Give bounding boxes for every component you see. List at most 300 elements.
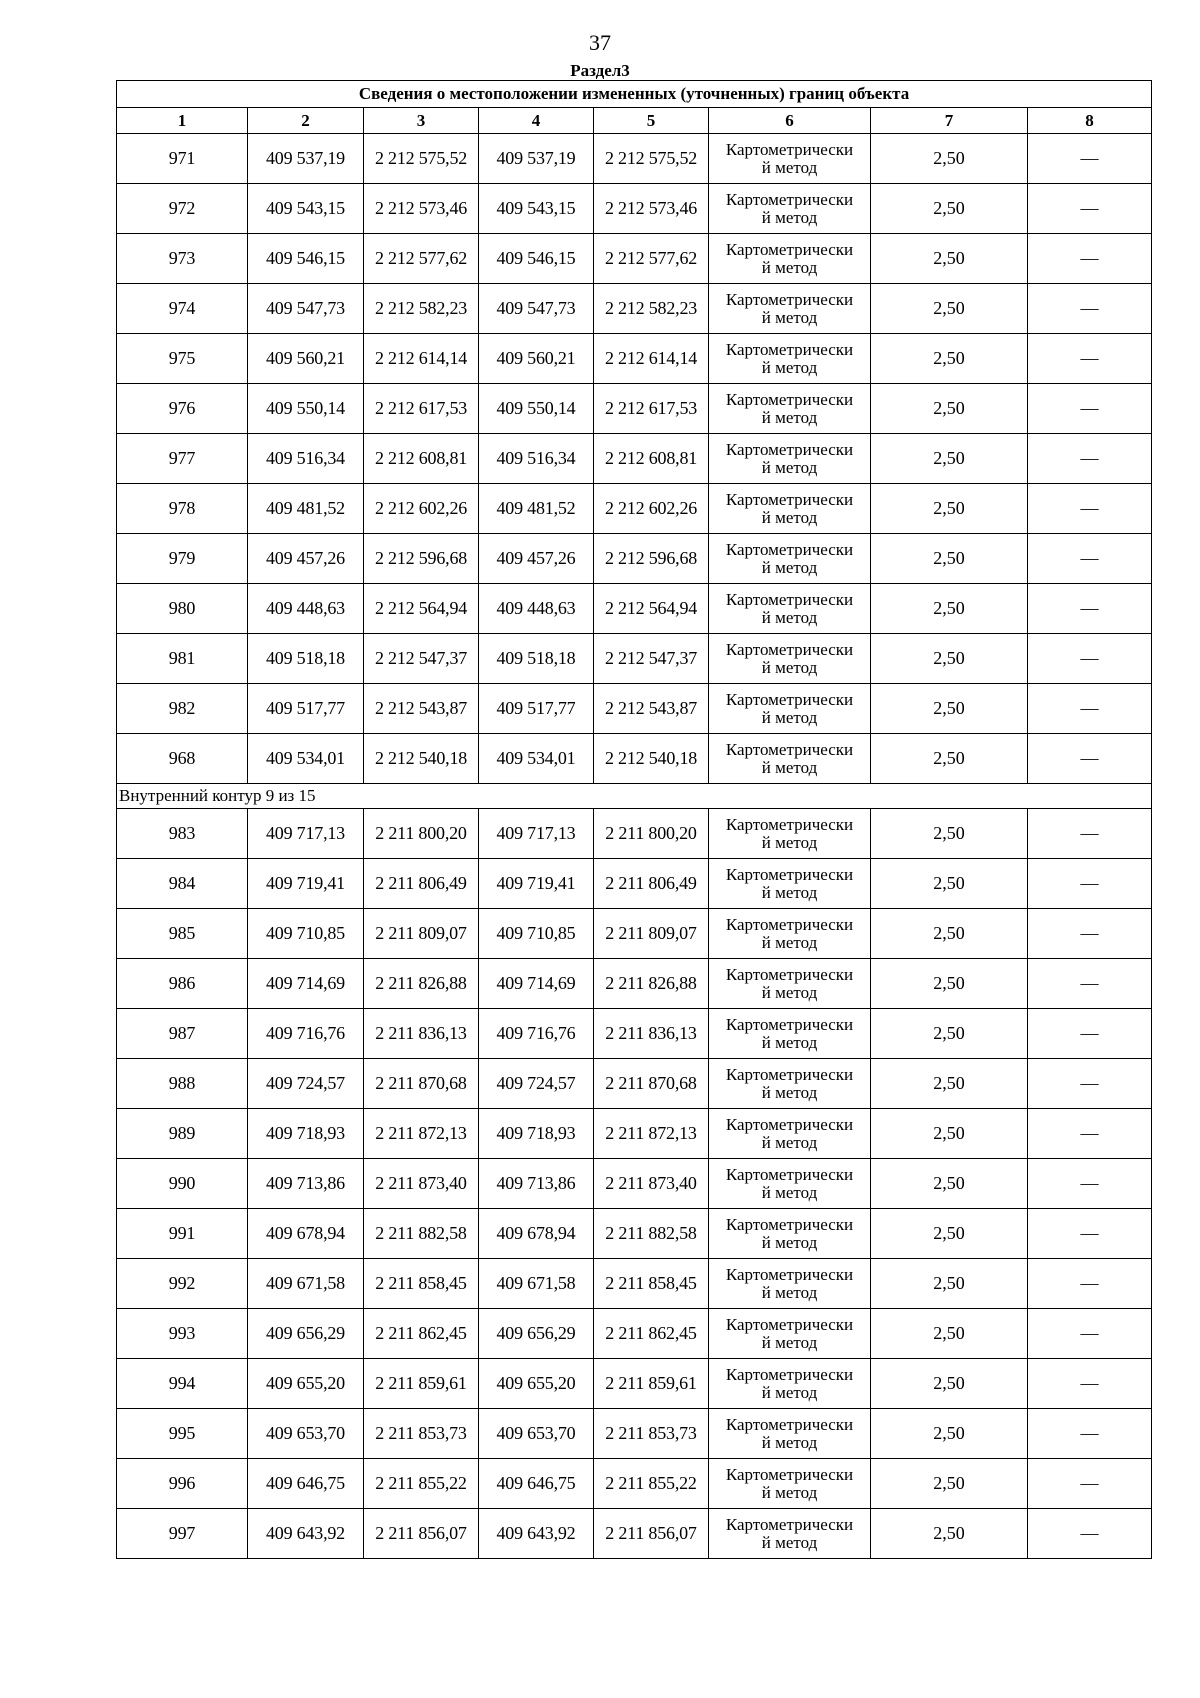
y-coordinate-cell: 2 212 602,26 [364,484,479,534]
y-coordinate-cell: 2 211 862,45 [364,1309,479,1359]
x-coordinate-cell: 409 448,63 [479,584,594,634]
y-coordinate-cell: 2 212 596,68 [364,534,479,584]
point-number-cell: 978 [117,484,248,534]
table-row [117,909,1152,959]
x-coordinate-cell: 409 547,73 [479,284,594,334]
table-row [117,234,1152,284]
x-coordinate-cell: 409 518,18 [479,634,594,684]
x-coordinate-cell: 409 656,29 [479,1309,594,1359]
contour-header-row [117,784,1152,809]
method-cell [709,1209,871,1259]
method-cell [709,684,871,734]
y-coordinate-cell: 2 211 858,45 [594,1259,709,1309]
y-coordinate-cell: 2 211 856,07 [594,1509,709,1559]
y-coordinate-cell: 2 212 543,87 [364,684,479,734]
method-text: Картометрически [725,1364,854,1384]
x-coordinate-cell: 409 537,19 [248,134,364,184]
point-number-cell: 977 [117,434,248,484]
x-coordinate-cell: 409 646,75 [248,1459,364,1509]
point-number-cell: 990 [117,1159,248,1209]
accuracy-cell: 2,50 [871,859,1028,909]
accuracy-cell: 2,50 [871,1209,1028,1259]
x-coordinate-cell: 409 718,93 [248,1109,364,1159]
x-coordinate-cell: 409 719,41 [479,859,594,909]
x-coordinate-cell: 409 546,15 [248,234,364,284]
y-coordinate-cell: 2 211 809,07 [594,909,709,959]
method-text: й метод [761,457,818,477]
accuracy-cell: 2,50 [871,484,1028,534]
method-cell [709,909,871,959]
x-coordinate-cell: 409 717,13 [479,809,594,859]
y-coordinate-cell: 2 211 873,40 [594,1159,709,1209]
table-row [117,1409,1152,1459]
point-number-cell: 989 [117,1109,248,1159]
x-coordinate-cell: 409 481,52 [479,484,594,534]
point-number-cell: 983 [117,809,248,859]
method-text: Картометрически [725,389,854,409]
x-coordinate-cell: 409 481,52 [248,484,364,534]
accuracy-cell: 2,50 [871,1309,1028,1359]
method-text: й метод [761,1082,818,1102]
accuracy-cell: 2,50 [871,809,1028,859]
table-row [117,534,1152,584]
note-cell: — [1028,584,1152,634]
note-cell: — [1028,534,1152,584]
x-coordinate-cell: 409 719,41 [248,859,364,909]
x-coordinate-cell: 409 724,57 [248,1059,364,1109]
y-coordinate-cell: 2 212 602,26 [594,484,709,534]
y-coordinate-cell: 2 211 862,45 [594,1309,709,1359]
y-coordinate-cell: 2 211 882,58 [594,1209,709,1259]
method-text: й метод [761,757,818,777]
y-coordinate-cell: 2 211 856,07 [364,1509,479,1559]
note-cell: — [1028,284,1152,334]
table-row [117,1009,1152,1059]
method-text: й метод [761,507,818,527]
note-cell: — [1028,634,1152,684]
method-text: Картометрически [725,189,854,209]
x-coordinate-cell: 409 655,20 [479,1359,594,1409]
table-row [117,134,1152,184]
method-text: Картометрически [725,914,854,934]
method-text: Картометрически [725,339,854,359]
x-coordinate-cell: 409 716,76 [479,1009,594,1059]
method-cell [709,1459,871,1509]
method-cell [709,584,871,634]
method-text: й метод [761,1332,818,1352]
column-number: 1 [117,108,248,134]
method-text: й метод [761,607,818,627]
x-coordinate-cell: 409 537,19 [479,134,594,184]
note-cell: — [1028,334,1152,384]
accuracy-cell: 2,50 [871,384,1028,434]
note-cell: — [1028,684,1152,734]
method-text: Картометрически [725,1264,854,1284]
method-text: й метод [761,657,818,677]
point-number-cell: 992 [117,1259,248,1309]
x-coordinate-cell: 409 560,21 [248,334,364,384]
accuracy-cell: 2,50 [871,1259,1028,1309]
method-text: Картометрически [725,814,854,834]
column-number: 3 [364,108,479,134]
method-text: й метод [761,157,818,177]
table-row [117,1109,1152,1159]
y-coordinate-cell: 2 211 872,13 [364,1109,479,1159]
point-number-cell: 984 [117,859,248,909]
method-cell [709,859,871,909]
table-row [117,859,1152,909]
method-text: й метод [761,1182,818,1202]
accuracy-cell: 2,50 [871,1409,1028,1459]
point-number-cell: 972 [117,184,248,234]
method-text: Картометрически [725,139,854,159]
y-coordinate-cell: 2 212 617,53 [594,384,709,434]
method-text: й метод [761,357,818,377]
method-text: Картометрически [725,539,854,559]
point-number-cell: 988 [117,1059,248,1109]
y-coordinate-cell: 2 212 575,52 [364,134,479,184]
y-coordinate-cell: 2 211 806,49 [364,859,479,909]
accuracy-cell: 2,50 [871,334,1028,384]
note-cell: — [1028,1409,1152,1459]
column-number: 6 [709,108,871,134]
y-coordinate-cell: 2 211 800,20 [594,809,709,859]
method-cell [709,134,871,184]
method-text: Картометрически [725,964,854,984]
note-cell: — [1028,184,1152,234]
page-number: 37 [589,30,611,55]
note-cell: — [1028,1259,1152,1309]
method-text: Картометрически [725,1014,854,1034]
y-coordinate-cell: 2 212 596,68 [594,534,709,584]
point-number-cell: 979 [117,534,248,584]
table-body [117,134,1152,1559]
x-coordinate-cell: 409 653,70 [479,1409,594,1459]
method-cell [709,734,871,784]
method-cell [709,234,871,284]
table-row [117,1509,1152,1559]
section-title: Раздел3 [570,61,630,80]
accuracy-cell: 2,50 [871,684,1028,734]
method-text: й метод [761,982,818,1002]
x-coordinate-cell: 409 655,20 [248,1359,364,1409]
note-cell: — [1028,384,1152,434]
table-row [117,959,1152,1009]
method-cell [709,959,871,1009]
x-coordinate-cell: 409 714,69 [479,959,594,1009]
column-number: 5 [594,108,709,134]
table-row [117,1359,1152,1409]
x-coordinate-cell: 409 678,94 [248,1209,364,1259]
y-coordinate-cell: 2 211 855,22 [594,1459,709,1509]
accuracy-cell: 2,50 [871,1459,1028,1509]
x-coordinate-cell: 409 518,18 [248,634,364,684]
y-coordinate-cell: 2 211 858,45 [364,1259,479,1309]
method-cell [709,1359,871,1409]
column-number: 7 [871,108,1028,134]
method-text: й метод [761,407,818,427]
method-text: Картометрически [725,239,854,259]
x-coordinate-cell: 409 550,14 [248,384,364,434]
y-coordinate-cell: 2 212 614,14 [364,334,479,384]
method-cell [709,1059,871,1109]
point-number-cell: 987 [117,1009,248,1059]
x-coordinate-cell: 409 643,92 [479,1509,594,1559]
accuracy-cell: 2,50 [871,959,1028,1009]
method-text: Картометрически [725,1464,854,1484]
x-coordinate-cell: 409 550,14 [479,384,594,434]
accuracy-cell: 2,50 [871,1509,1028,1559]
method-text: й метод [761,257,818,277]
method-text: й метод [761,1432,818,1452]
point-number-cell: 981 [117,634,248,684]
y-coordinate-cell: 2 211 826,88 [594,959,709,1009]
contour-label: Внутренний контур 9 из 15 [117,784,1152,809]
y-coordinate-cell: 2 212 582,23 [594,284,709,334]
x-coordinate-cell: 409 448,63 [248,584,364,634]
method-text: й метод [761,1232,818,1252]
y-coordinate-cell: 2 211 853,73 [594,1409,709,1459]
x-coordinate-cell: 409 710,85 [479,909,594,959]
x-coordinate-cell: 409 724,57 [479,1059,594,1109]
method-cell [709,1409,871,1459]
x-coordinate-cell: 409 643,92 [248,1509,364,1559]
method-cell [709,1009,871,1059]
y-coordinate-cell: 2 212 573,46 [594,184,709,234]
method-cell [709,809,871,859]
x-coordinate-cell: 409 457,26 [248,534,364,584]
accuracy-cell: 2,50 [871,1359,1028,1409]
x-coordinate-cell: 409 656,29 [248,1309,364,1359]
note-cell: — [1028,234,1152,284]
method-cell [709,334,871,384]
y-coordinate-cell: 2 211 836,13 [364,1009,479,1059]
note-cell: — [1028,1159,1152,1209]
accuracy-cell: 2,50 [871,584,1028,634]
x-coordinate-cell: 409 457,26 [479,534,594,584]
accuracy-cell: 2,50 [871,734,1028,784]
method-text: й метод [761,882,818,902]
table-row [117,1309,1152,1359]
x-coordinate-cell: 409 713,86 [479,1159,594,1209]
x-coordinate-cell: 409 543,15 [479,184,594,234]
note-cell: — [1028,1009,1152,1059]
method-text: Картометрически [725,589,854,609]
method-text: Картометрически [725,1114,854,1134]
y-coordinate-cell: 2 212 608,81 [594,434,709,484]
note-cell: — [1028,1109,1152,1159]
accuracy-cell: 2,50 [871,909,1028,959]
x-coordinate-cell: 409 517,77 [248,684,364,734]
method-text: й метод [761,1132,818,1152]
method-cell [709,1509,871,1559]
y-coordinate-cell: 2 212 608,81 [364,434,479,484]
table-row [117,384,1152,434]
x-coordinate-cell: 409 653,70 [248,1409,364,1459]
x-coordinate-cell: 409 534,01 [248,734,364,784]
table-row [117,184,1152,234]
y-coordinate-cell: 2 212 577,62 [364,234,479,284]
y-coordinate-cell: 2 212 540,18 [594,734,709,784]
method-text: й метод [761,832,818,852]
table-row [117,334,1152,384]
table-row [117,634,1152,684]
method-text: Картометрически [725,489,854,509]
note-cell: — [1028,1359,1152,1409]
method-text: Картометрически [725,1314,854,1334]
method-cell [709,1109,871,1159]
y-coordinate-cell: 2 211 836,13 [594,1009,709,1059]
note-cell: — [1028,1459,1152,1509]
method-text: й метод [761,1382,818,1402]
method-cell [709,284,871,334]
method-cell [709,484,871,534]
accuracy-cell: 2,50 [871,1159,1028,1209]
y-coordinate-cell: 2 211 870,68 [594,1059,709,1109]
note-cell: — [1028,959,1152,1009]
table-row [117,1209,1152,1259]
method-cell [709,184,871,234]
note-cell: — [1028,809,1152,859]
accuracy-cell: 2,50 [871,234,1028,284]
method-text: й метод [761,557,818,577]
method-cell [709,434,871,484]
method-cell [709,1259,871,1309]
point-number-cell: 985 [117,909,248,959]
x-coordinate-cell: 409 547,73 [248,284,364,334]
method-text: Картометрически [725,439,854,459]
point-number-cell: 995 [117,1409,248,1459]
method-text: й метод [761,1482,818,1502]
y-coordinate-cell: 2 212 564,94 [594,584,709,634]
table-row [117,1159,1152,1209]
y-coordinate-cell: 2 211 882,58 [364,1209,479,1259]
y-coordinate-cell: 2 212 547,37 [364,634,479,684]
accuracy-cell: 2,50 [871,1109,1028,1159]
table-row [117,1459,1152,1509]
y-coordinate-cell: 2 212 614,14 [594,334,709,384]
table-row [117,1259,1152,1309]
x-coordinate-cell: 409 710,85 [248,909,364,959]
note-cell: — [1028,434,1152,484]
accuracy-cell: 2,50 [871,1009,1028,1059]
method-text: Картометрически [725,689,854,709]
y-coordinate-cell: 2 212 564,94 [364,584,479,634]
table-row [117,734,1152,784]
point-number-cell: 971 [117,134,248,184]
method-text: Картометрически [725,1514,854,1534]
y-coordinate-cell: 2 211 859,61 [364,1359,479,1409]
column-number: 8 [1028,108,1152,134]
table-row [117,434,1152,484]
y-coordinate-cell: 2 211 826,88 [364,959,479,1009]
method-cell [709,534,871,584]
table-caption-row [117,81,1152,108]
note-cell: — [1028,734,1152,784]
method-text: й метод [761,1032,818,1052]
point-number-cell: 968 [117,734,248,784]
x-coordinate-cell: 409 718,93 [479,1109,594,1159]
x-coordinate-cell: 409 534,01 [479,734,594,784]
method-cell [709,1309,871,1359]
x-coordinate-cell: 409 517,77 [479,684,594,734]
table-row [117,684,1152,734]
accuracy-cell: 2,50 [871,434,1028,484]
x-coordinate-cell: 409 516,34 [479,434,594,484]
note-cell: — [1028,484,1152,534]
y-coordinate-cell: 2 211 800,20 [364,809,479,859]
method-text: й метод [761,307,818,327]
x-coordinate-cell: 409 717,13 [248,809,364,859]
y-coordinate-cell: 2 212 617,53 [364,384,479,434]
method-text: Картометрически [725,639,854,659]
point-number-cell: 994 [117,1359,248,1409]
method-text: Картометрически [725,1064,854,1084]
point-number-cell: 973 [117,234,248,284]
point-number-cell: 975 [117,334,248,384]
method-text: Картометрически [725,864,854,884]
y-coordinate-cell: 2 211 853,73 [364,1409,479,1459]
y-coordinate-cell: 2 211 806,49 [594,859,709,909]
point-number-cell: 976 [117,384,248,434]
table-row [117,484,1152,534]
method-text: й метод [761,932,818,952]
method-text: й метод [761,207,818,227]
method-text: Картометрически [725,1164,854,1184]
y-coordinate-cell: 2 211 859,61 [594,1359,709,1409]
point-number-cell: 980 [117,584,248,634]
boundary-coordinates-table [116,80,1152,1559]
y-coordinate-cell: 2 211 809,07 [364,909,479,959]
method-text: Картометрически [725,1414,854,1434]
table-caption: Сведения о местоположении измененных (уточненных) границ объекта [117,81,1152,108]
method-cell [709,634,871,684]
x-coordinate-cell: 409 546,15 [479,234,594,284]
accuracy-cell: 2,50 [871,1059,1028,1109]
note-cell: — [1028,859,1152,909]
x-coordinate-cell: 409 713,86 [248,1159,364,1209]
note-cell: — [1028,1059,1152,1109]
table-row [117,584,1152,634]
y-coordinate-cell: 2 212 547,37 [594,634,709,684]
x-coordinate-cell: 409 671,58 [248,1259,364,1309]
note-cell: — [1028,134,1152,184]
x-coordinate-cell: 409 646,75 [479,1459,594,1509]
x-coordinate-cell: 409 714,69 [248,959,364,1009]
point-number-cell: 993 [117,1309,248,1359]
accuracy-cell: 2,50 [871,534,1028,584]
point-number-cell: 996 [117,1459,248,1509]
x-coordinate-cell: 409 678,94 [479,1209,594,1259]
method-text: й метод [761,1532,818,1552]
table-row [117,809,1152,859]
accuracy-cell: 2,50 [871,134,1028,184]
note-cell: — [1028,1509,1152,1559]
accuracy-cell: 2,50 [871,284,1028,334]
method-text: Картометрически [725,289,854,309]
method-text: Картометрически [725,739,854,759]
method-cell [709,384,871,434]
y-coordinate-cell: 2 212 573,46 [364,184,479,234]
y-coordinate-cell: 2 211 873,40 [364,1159,479,1209]
column-number: 4 [479,108,594,134]
point-number-cell: 997 [117,1509,248,1559]
table-row [117,1059,1152,1109]
y-coordinate-cell: 2 211 855,22 [364,1459,479,1509]
note-cell: — [1028,909,1152,959]
y-coordinate-cell: 2 212 543,87 [594,684,709,734]
table-row [117,284,1152,334]
